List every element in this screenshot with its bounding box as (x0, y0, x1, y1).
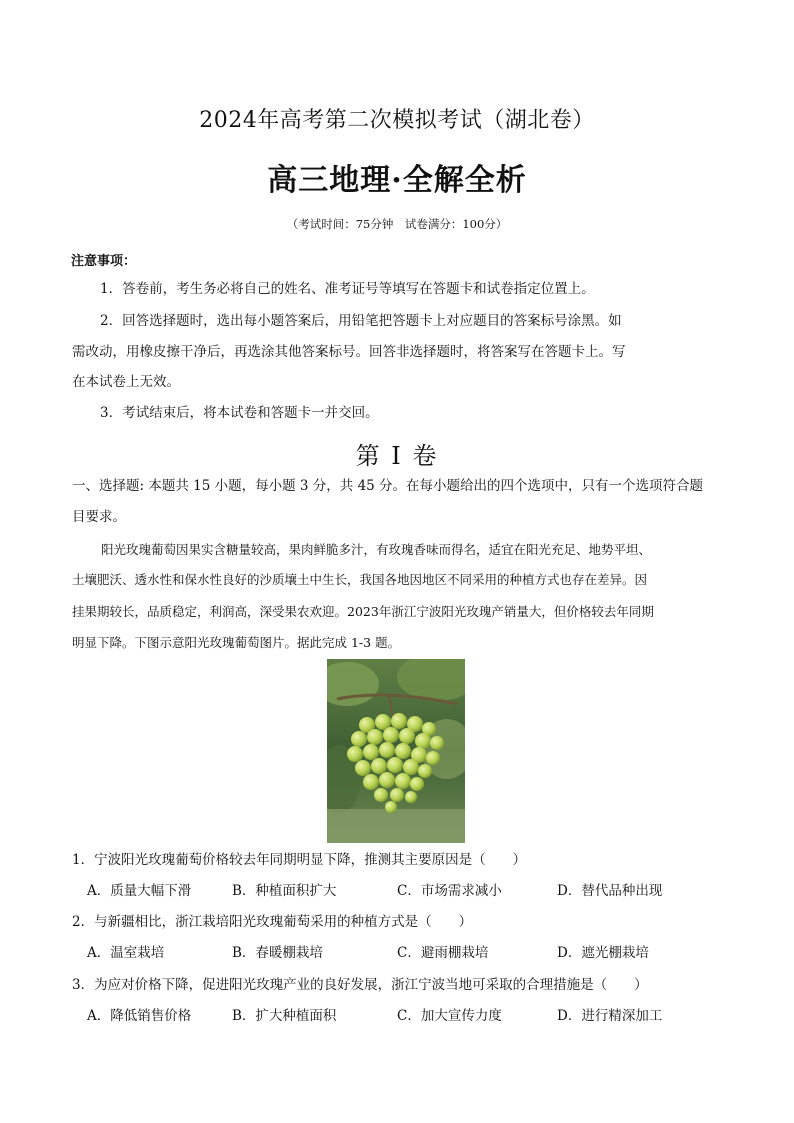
notice-item-2-line-3: 在本试卷上无效。 (72, 374, 180, 390)
instructions-line-1: 一、选择题: 本题共 15 小题，每小题 3 分，共 45 分。在每小题给出的四个选项中，只有一个选项符合题 (72, 478, 704, 494)
notice-item-2-line-2: 需改动，用橡皮擦干净后，再选涂其他答案标号。回答非选择题时，将答案写在答题卡上。写 (72, 344, 626, 360)
question-2: 2．与新疆相比，浙江栽培阳光玫瑰葡萄采用的种植方式是（ ） (72, 914, 473, 930)
passage-line-3: 挂果期较长，品质稳定，利润高，深受果农欢迎。2023年浙江宁波阳光玫瑰产销量大，但价格较去年同期 (72, 604, 654, 619)
exam-subtitle: 高三地理·全解全析 (267, 163, 527, 198)
question-3-option-c: C．加大宣传力度 (397, 1008, 502, 1024)
question-2-option-d: D．遮光棚栽培 (557, 945, 649, 961)
question-2-option-a: A．温室栽培 (87, 945, 165, 961)
notice-item-3: 3．考试结束后，将本试卷和答题卡一并交回。 (100, 405, 379, 421)
passage-line-1: 阳光玫瑰葡萄因果实含糖量较高，果肉鲜脆多汁，有玫瑰香味而得名，适宜在阳光充足、地势平坦、 (101, 542, 652, 557)
question-1-option-d: D．替代品种出现 (557, 883, 663, 899)
question-3-option-a: A．降低销售价格 (87, 1008, 192, 1024)
question-3-option-b: B．扩大种植面积 (232, 1008, 337, 1024)
question-1: 1．宁波阳光玫瑰葡萄价格较去年同期明显下降，推测其主要原因是（ ） (72, 852, 527, 868)
notice-heading: 注意事项： (71, 254, 137, 269)
exam-info: （考试时间：75分钟 试卷满分：100分） (286, 217, 508, 231)
grape-photo (327, 659, 465, 843)
question-2-option-c: C．避雨棚栽培 (397, 945, 489, 961)
passage-line-4: 明显下降。下图示意阳光玫瑰葡萄图片。据此完成 1-3 题。 (72, 635, 401, 650)
question-3: 3．为应对价格下降，促进阳光玫瑰产业的良好发展，浙江宁波当地可采取的合理措施是（ ） (72, 977, 648, 993)
question-1-option-c: C．市场需求减小 (397, 883, 502, 899)
exam-title: 2024年高考第二次模拟考试（湖北卷） (199, 108, 595, 133)
section-title: 第 I 卷 (355, 442, 439, 470)
notice-item-2-line-1: 2．回答选择题时，选出每小题答案后，用铅笔把答题卡上对应题目的答案标号涂黑。如 (100, 313, 622, 329)
passage-line-2: 土壤肥沃、透水性和保水性良好的沙质壤土中生长，我国各地因地区不同采用的种植方式也存在差异。因 (72, 572, 648, 587)
instructions-line-2: 目要求。 (72, 509, 126, 525)
question-1-option-a: A．质量大幅下滑 (87, 883, 192, 899)
question-1-option-b: B．种植面积扩大 (232, 883, 337, 899)
question-2-option-b: B．春暖棚栽培 (232, 945, 323, 961)
question-3-option-d: D．进行精深加工 (557, 1008, 663, 1024)
notice-item-1: 1．答卷前，考生务必将自己的姓名、准考证号等填写在答题卡和试卷指定位置上。 (100, 281, 595, 297)
